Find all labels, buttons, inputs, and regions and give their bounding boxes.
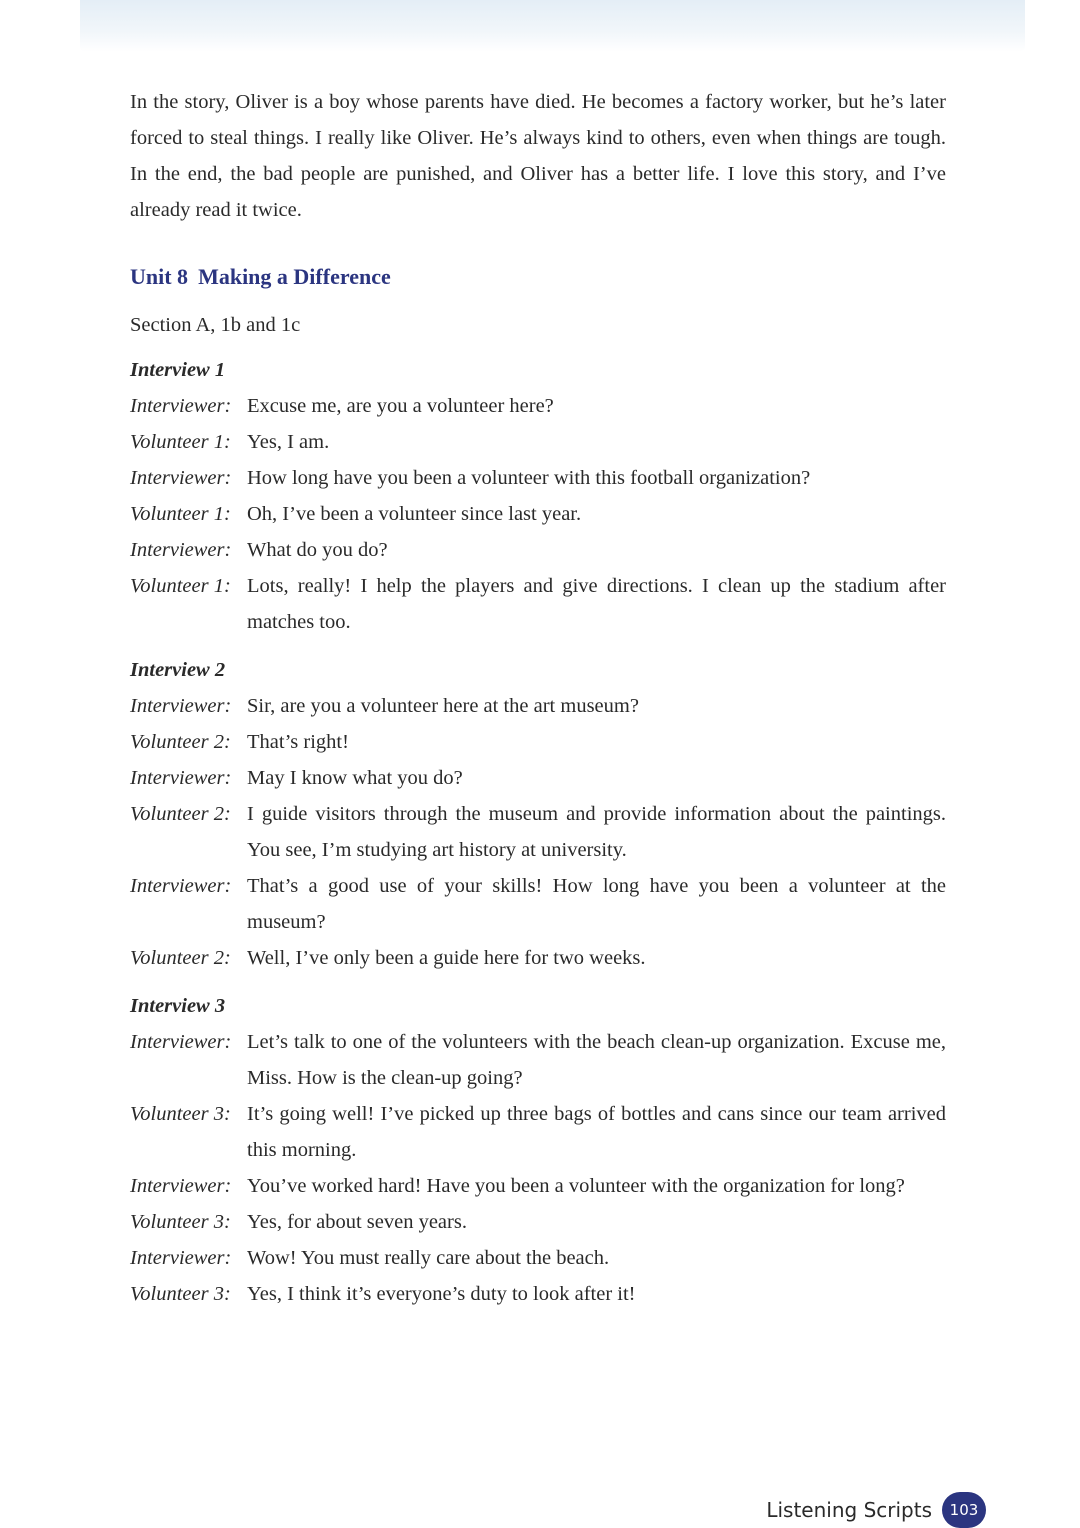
speech-text: It’s going well! I’ve picked up three bags of bottles and cans since our team arrived this morning.: [247, 1103, 946, 1161]
speaker-label: Volunteer 1:: [130, 503, 231, 525]
speech-text: Oh, I’ve been a volunteer since last year.: [247, 503, 582, 525]
speaker-label: Volunteer 3:: [130, 1211, 231, 1233]
speech-text: Excuse me, are you a volunteer here?: [247, 395, 554, 417]
speech-text: Well, I’ve only been a guide here for two weeks.: [247, 947, 646, 969]
speech-text: That’s right!: [247, 731, 349, 753]
page-content: [130, 84, 946, 1312]
speaker-label: Interviewer:: [130, 875, 232, 897]
speech-text: Sir, are you a volunteer here at the art museum?: [247, 695, 639, 717]
speech-text: That’s a good use of your skills! How long have you been a volunteer at the museum?: [247, 875, 946, 933]
speaker-label: Volunteer 3:: [130, 1103, 231, 1125]
intro-paragraph: In the story, Oliver is a boy whose parents have died. He becomes a factory worker, but he’s later forced to steal things. I really like Oliver. He’s always kind to others, even when things are tough. In the end, the bad people are punished, and Oliver has a better life. I love this story, and I’ve already read it twice.: [130, 91, 946, 221]
dialogue-line: [130, 1276, 946, 1312]
dialogue-line: [130, 1204, 946, 1240]
dialogue-line: [130, 532, 946, 568]
interviews-container: [130, 352, 946, 1312]
page-header-band: [80, 0, 1025, 52]
speaker-label: Interviewer:: [130, 1247, 232, 1269]
interview-block: [130, 988, 946, 1312]
unit-heading: [130, 262, 946, 292]
dialogue-line: [130, 424, 946, 460]
speaker-label: Interviewer:: [130, 467, 232, 489]
interview-title: Interview 1: [130, 359, 226, 381]
speech-text: You’ve worked hard! Have you been a volunteer with the organization for long?: [247, 1175, 905, 1197]
speech-text: Let’s talk to one of the volunteers with the beach clean-up organization. Excuse me, Miss. How is the clean-up going?: [247, 1031, 946, 1089]
speech-text: Yes, I am.: [247, 431, 330, 453]
speaker-label: Interviewer:: [130, 767, 232, 789]
dialogue-line: [130, 760, 946, 796]
speaker-label: Interviewer:: [130, 395, 232, 417]
unit-number: Unit 8: [130, 264, 189, 289]
speech-text: May I know what you do?: [247, 767, 463, 789]
dialogue-line: [130, 460, 946, 496]
speech-text: Lots, really! I help the players and give directions. I clean up the stadium after matches too.: [247, 575, 946, 633]
dialogue-line: [130, 1240, 946, 1276]
dialogue-line: [130, 868, 946, 940]
dialogue-line: [130, 1168, 946, 1204]
interview-block: [130, 652, 946, 976]
speech-text: I guide visitors through the museum and provide information about the paintings. You see, I’m studying art history at university.: [247, 803, 946, 861]
dialogue-line: [130, 388, 946, 424]
interview-block: [130, 352, 946, 640]
dialogue-line: [130, 940, 946, 976]
speech-text: Yes, I think it’s everyone’s duty to look after it!: [247, 1283, 636, 1305]
dialogue-line: [130, 1024, 946, 1096]
dialogue-line: [130, 796, 946, 868]
page-number-badge: 103: [942, 1492, 986, 1528]
page-footer: [766, 1492, 986, 1528]
speaker-label: Interviewer:: [130, 1031, 232, 1053]
dialogue-line: [130, 1096, 946, 1168]
speaker-label: Volunteer 2:: [130, 947, 231, 969]
speech-text: How long have you been a volunteer with this football organization?: [247, 467, 811, 489]
speech-text: Yes, for about seven years.: [247, 1211, 467, 1233]
interview-title: Interview 2: [130, 659, 226, 681]
speaker-label: Volunteer 1:: [130, 431, 231, 453]
speaker-label: Interviewer:: [130, 695, 232, 717]
unit-name: Making a Difference: [198, 264, 391, 289]
speaker-label: Interviewer:: [130, 539, 232, 561]
speaker-label: Interviewer:: [130, 1175, 232, 1197]
dialogue-line: [130, 568, 946, 640]
speaker-label: Volunteer 1:: [130, 575, 231, 597]
dialogue-line: [130, 688, 946, 724]
speaker-label: Volunteer 3:: [130, 1283, 231, 1305]
footer-label: Listening Scripts: [766, 1498, 932, 1522]
dialogue-line: [130, 724, 946, 760]
dialogue-line: [130, 496, 946, 532]
section-label: Section A, 1b and 1c: [130, 314, 301, 336]
speech-text: Wow! You must really care about the beach.: [247, 1247, 610, 1269]
speech-text: What do you do?: [247, 539, 388, 561]
speaker-label: Volunteer 2:: [130, 731, 231, 753]
interview-title: Interview 3: [130, 995, 226, 1017]
speaker-label: Volunteer 2:: [130, 803, 231, 825]
